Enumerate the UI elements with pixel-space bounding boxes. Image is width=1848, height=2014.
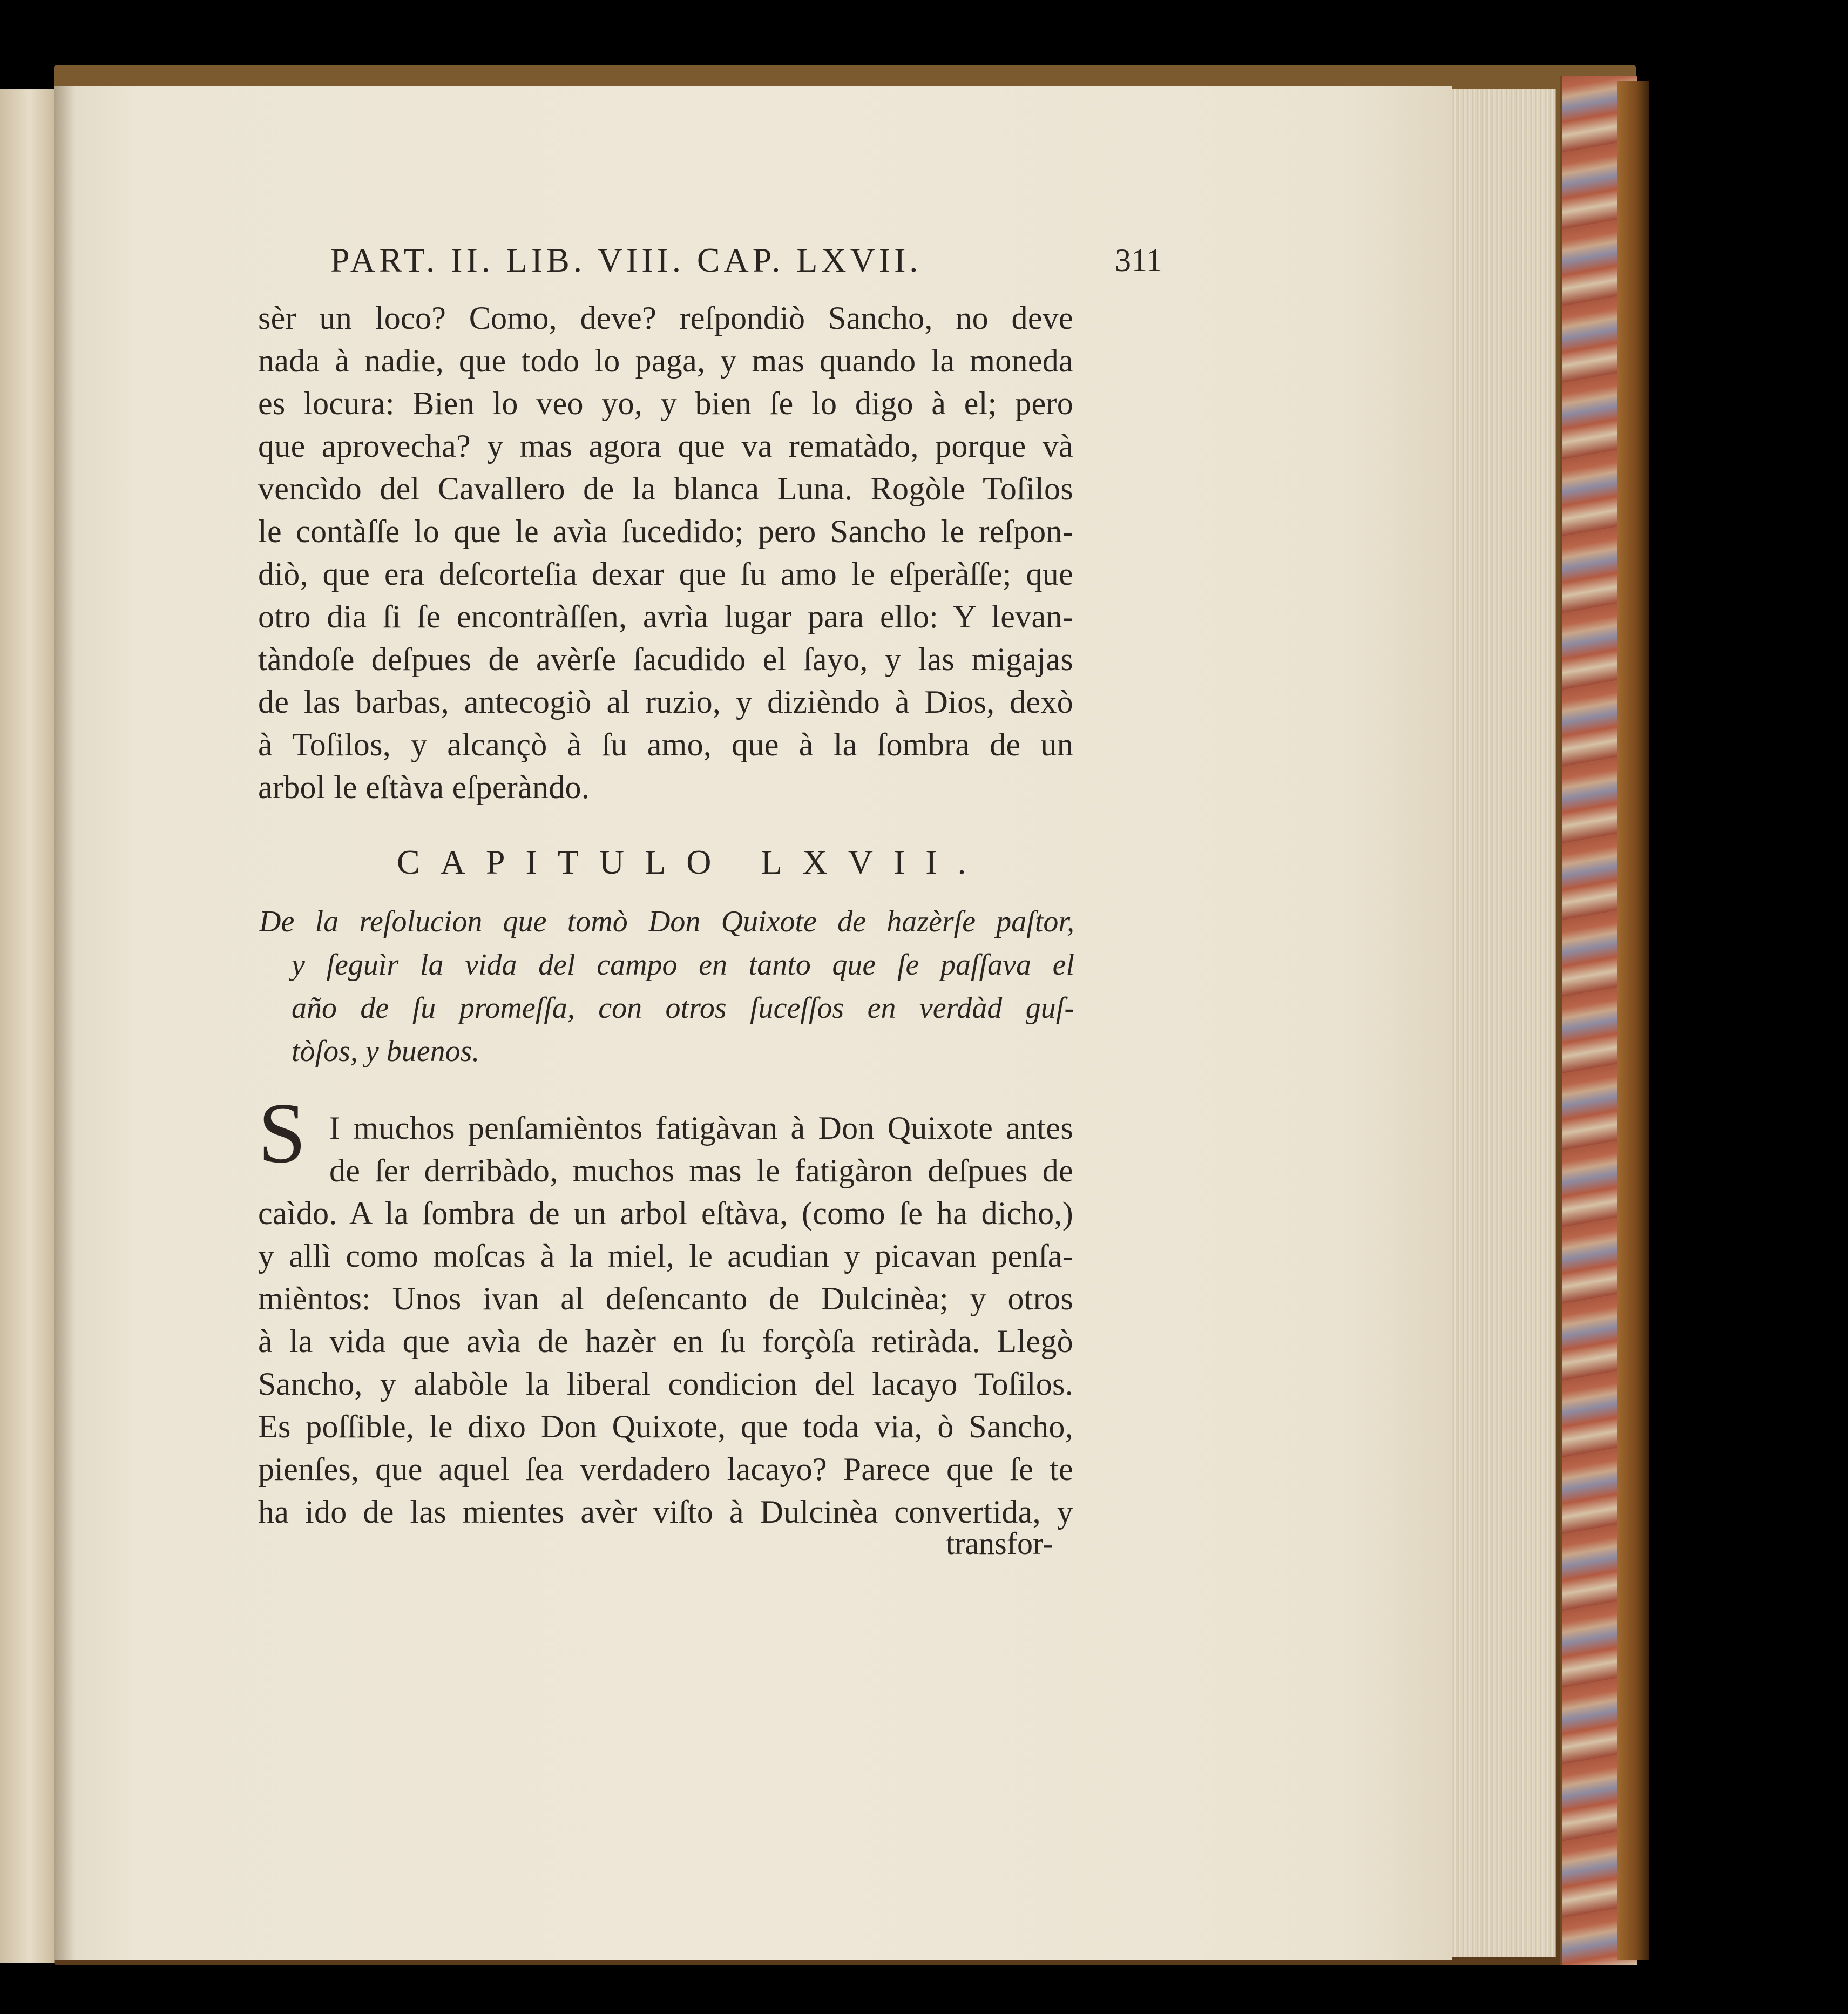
summary-line: y ſeguìr la vida del campo en tanto que ſe paſſava el: [292, 948, 1074, 982]
text-line: I muchos penſamièntos fatigàvan à Don Quixote antes: [329, 1110, 1073, 1146]
drop-cap: S: [258, 1085, 306, 1181]
text-line: Es poſſible, le dixo Don Quixote, que toda via, ò Sancho,: [258, 1409, 1073, 1444]
summary-line: tòſos, y buenos.: [292, 1035, 480, 1068]
text-line: de ſer derribàdo, muchos mas le fatigàron deſpues de: [329, 1153, 1073, 1188]
text-line: à la vida que avìa de hazèr en ſu forçòſa retiràda. Llegò: [258, 1323, 1073, 1359]
text-line: pienſes, que aquel ſea verdadero lacayo? Parece que ſe te: [258, 1451, 1073, 1487]
page-block-edge: [1447, 89, 1556, 1957]
gutter-shadow: [54, 86, 76, 1960]
chapter-heading: CAPITULO LXVII.: [397, 843, 987, 881]
page-number: 311: [1115, 242, 1162, 278]
text-line: otro dia ſi ſe encontràſſen, avrìa lugar para ello: Y levan-: [258, 599, 1073, 634]
text-line: ha ido de las mientes avèr viſto à Dulcinèa convertida, y: [258, 1494, 1073, 1530]
text-line: de las barbas, antecogiò al ruzio, y dizièndo à Dios, dexò: [258, 684, 1073, 720]
text-line: diò, que era deſcorteſia dexar que ſu amo le eſperàſſe; que: [258, 556, 1073, 592]
facing-page-edge: [0, 89, 55, 1963]
text-line: arbol le eſtàva eſperàndo.: [258, 769, 590, 805]
summary-line: De la reſolucion que tomò Don Quixote de hazèrſe paſtor,: [259, 905, 1074, 938]
text-line: es locura: Bien lo veo yo, y bien ſe lo digo à el; pero: [258, 386, 1073, 421]
text-line: nada à nadie, que todo lo paga, y mas quando la moneda: [258, 343, 1073, 379]
summary-line: año de ſu promeſſa, con otros ſuceſſos en verdàd guſ-: [292, 991, 1074, 1025]
text-line: caìdo. A la ſombra de un arbol eſtàva, (como ſe ha dicho,): [258, 1195, 1073, 1231]
text-line: vencìdo del Cavallero de la blanca Luna. Rogòle Toſilos: [258, 471, 1073, 506]
text-line: sèr un loco? Como, deve? reſpondiò Sancho, no deve: [258, 300, 1073, 336]
text-line: à Toſilos, y alcançò à ſu amo, que à la ſombra de un: [258, 727, 1073, 762]
text-line: tàndoſe deſpues de avèrſe ſacudido el ſayo, y las migajas: [258, 641, 1073, 677]
catchword: transfor-: [946, 1526, 1053, 1561]
text-line: mièntos: Unos ivan al deſencanto de Dulcinèa; y otros: [258, 1281, 1073, 1316]
text-line: Sancho, y alabòle la liberal condicion del lacayo Toſilos.: [258, 1366, 1073, 1402]
text-line: que aprovecha? y mas agora que va rematàdo, porque và: [258, 428, 1073, 464]
leather-binding-edge: [1617, 81, 1649, 1960]
running-head: PART. II. LIB. VIII. CAP. LXVII.: [330, 241, 922, 279]
text-line: y allì como moſcas à la miel, le acudian y picavan penſa-: [258, 1238, 1073, 1274]
text-line: le contàſſe lo que le avìa ſucedido; pero Sancho le reſpon-: [258, 513, 1073, 549]
